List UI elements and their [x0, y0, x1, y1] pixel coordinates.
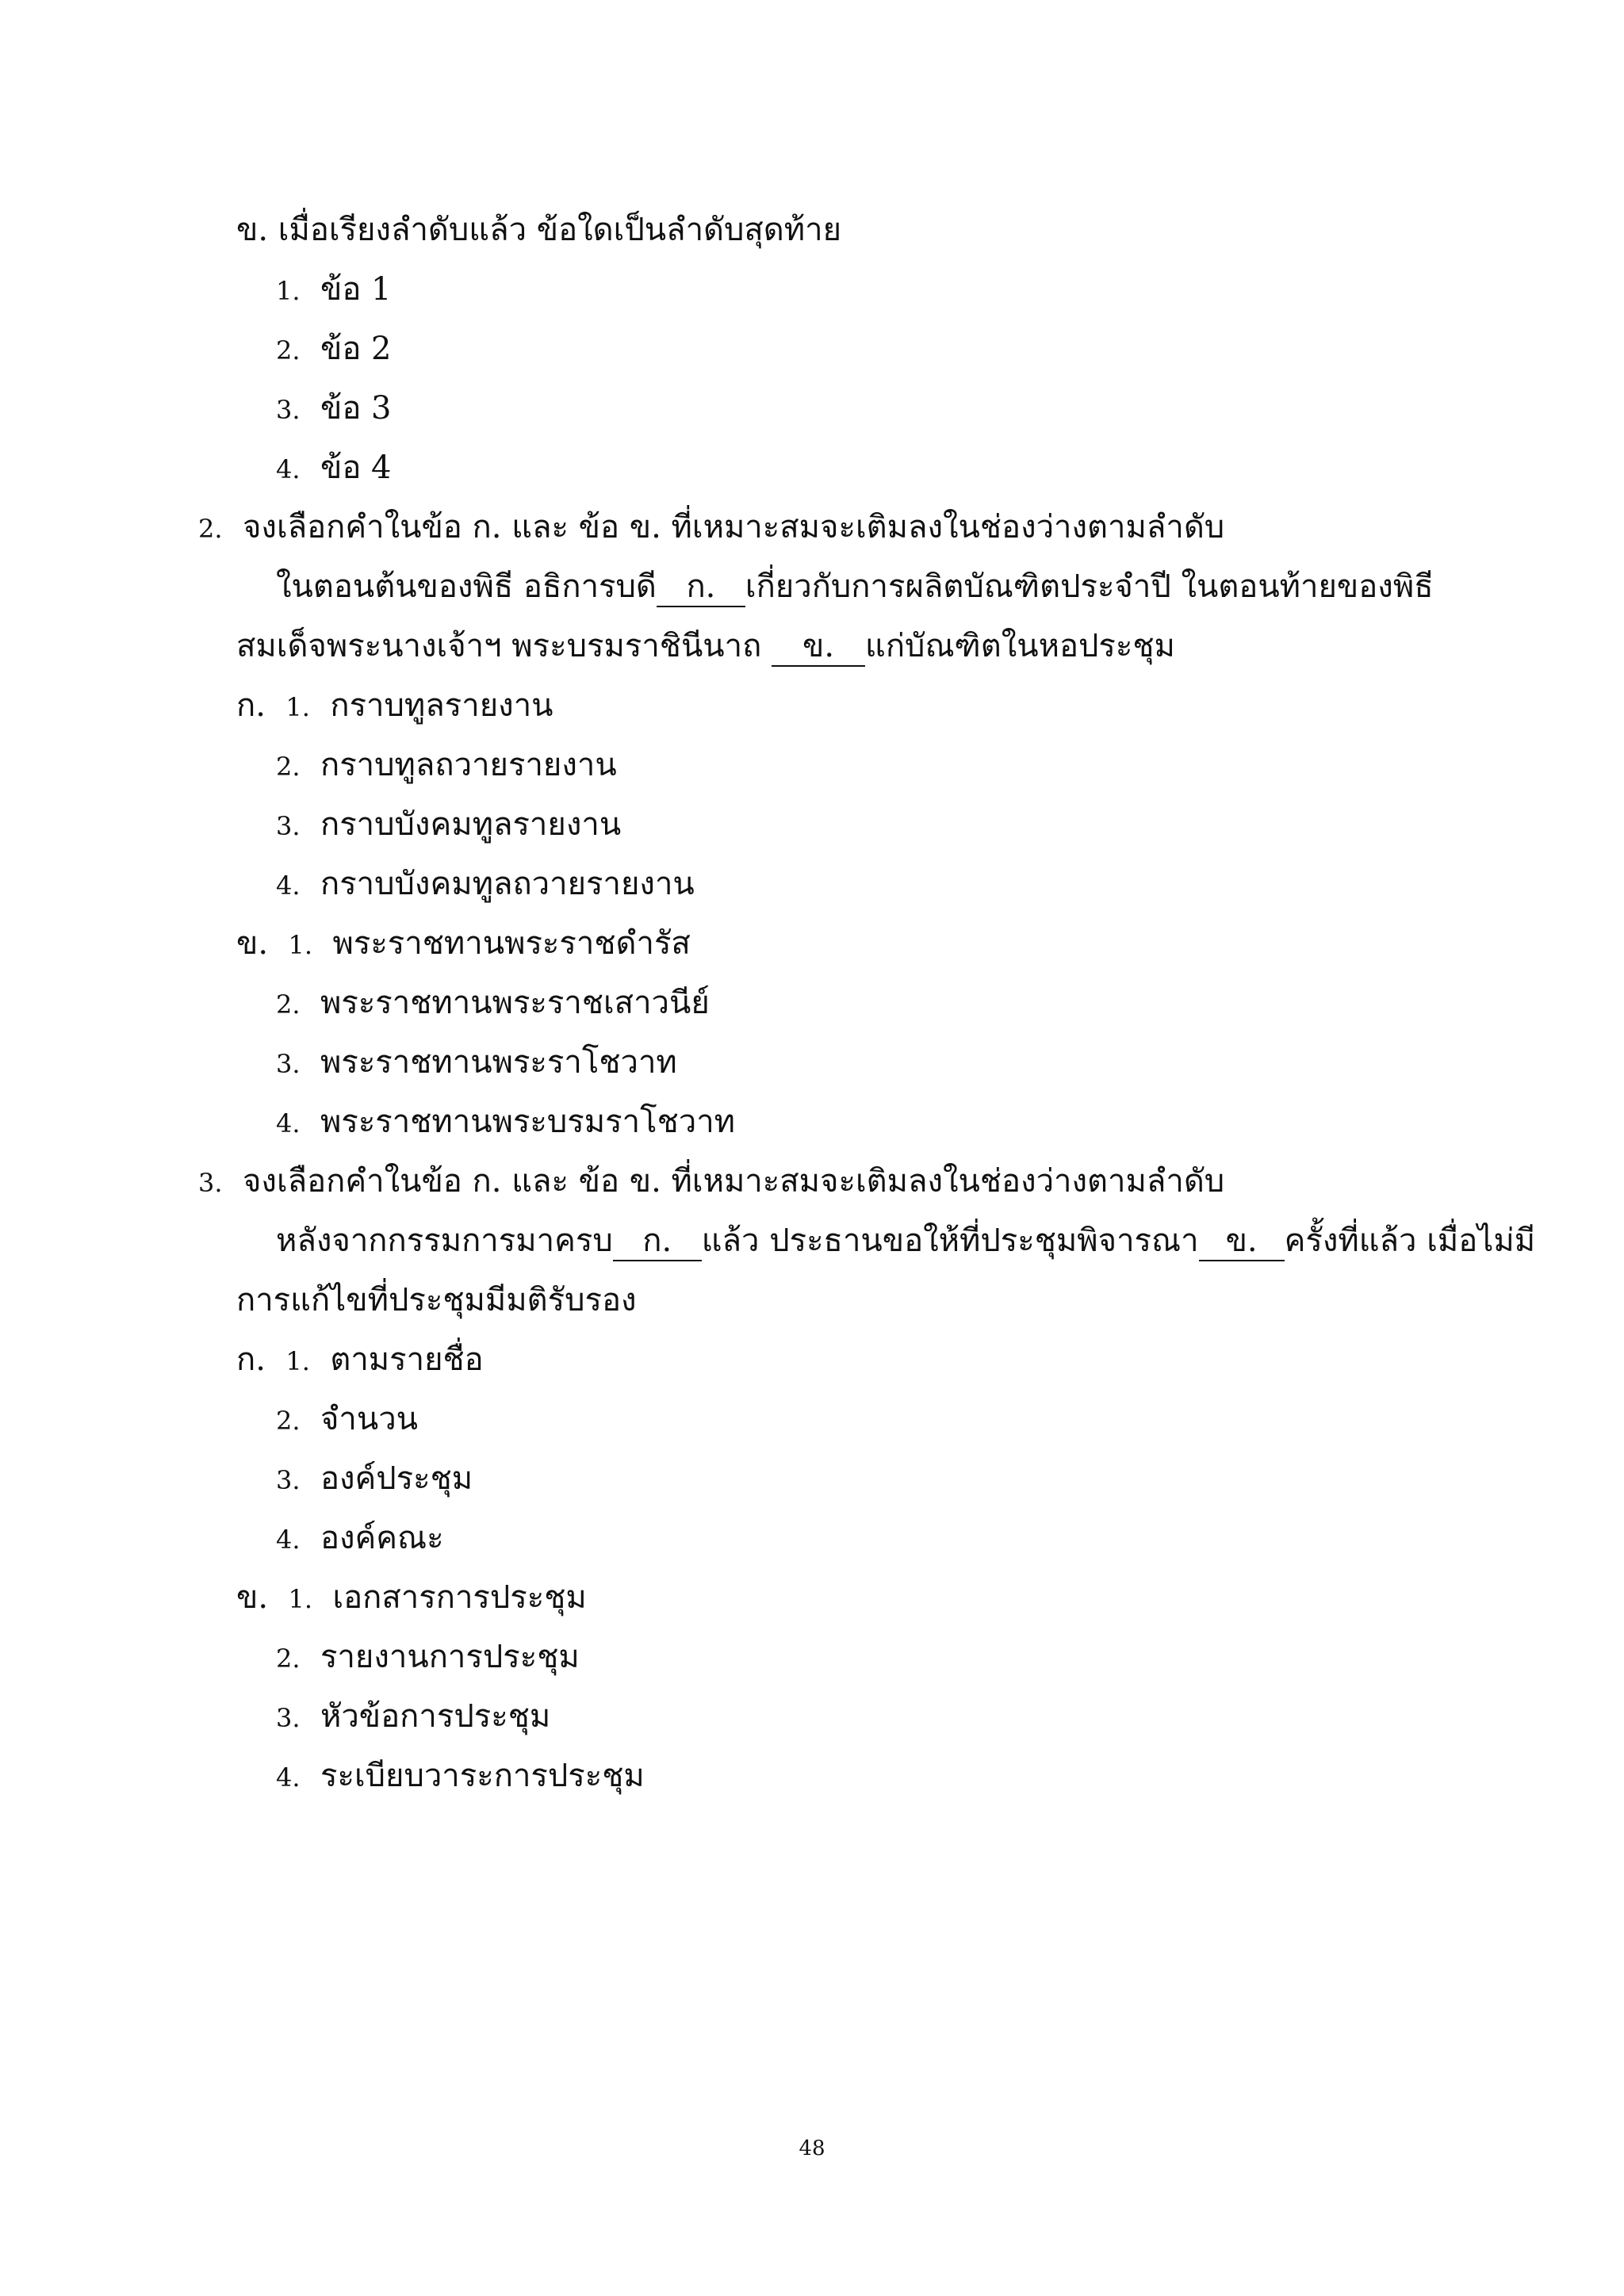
- option-number: 1.: [285, 1346, 310, 1376]
- q2-group-a-option-1: [236, 683, 553, 729]
- option-text: ข้อ 4: [320, 450, 392, 486]
- option-text: ตามรายชื่อ: [330, 1341, 484, 1378]
- passage-text: แก่บัณฑิตในหอประชุม: [865, 628, 1175, 664]
- option-number: 2.: [276, 1644, 301, 1674]
- q1b-option-3: [276, 386, 392, 432]
- q3-group-a-option-4: [276, 1516, 444, 1562]
- option-number: 2.: [276, 335, 301, 365]
- option-number: 2.: [276, 989, 301, 1020]
- passage-text: สมเด็จพระนางเจ้าฯ พระบรมราชินีนาถ: [236, 628, 772, 664]
- option-number: 1.: [288, 1584, 313, 1614]
- option-number: 1.: [285, 692, 310, 722]
- q1b-option-2: [276, 327, 392, 373]
- question-3-passage-line-2: การแก้ไขที่ประชุมมีมติรับรอง: [236, 1282, 637, 1318]
- blank-b: ข.: [1199, 1222, 1285, 1261]
- option-text: จำนวน: [320, 1401, 419, 1437]
- q3-group-a-option-2: [276, 1397, 418, 1443]
- option-text: กราบบังคมทูลถวายรายงาน: [320, 866, 695, 902]
- page-number: 48: [799, 2137, 825, 2160]
- q2-group-b-option-3: [276, 1040, 677, 1086]
- option-number: 2.: [276, 752, 301, 782]
- question-number: 3.: [198, 1168, 223, 1198]
- option-text: เอกสารการประชุม: [332, 1579, 587, 1616]
- q1b-option-1: [276, 267, 392, 313]
- q1b-option-4: [276, 446, 392, 492]
- option-text: พระราชทานพระราชดำรัส: [332, 925, 691, 962]
- option-text: กราบบังคมทูลรายงาน: [320, 806, 622, 843]
- option-text: พระราชทานพระราชเสาวนีย์: [320, 985, 710, 1021]
- blank-a: ก.: [657, 568, 745, 607]
- option-text: กราบทูลรายงาน: [330, 687, 553, 724]
- q2-group-b-option-2: [276, 981, 710, 1027]
- option-text: ข้อ 3: [320, 390, 392, 427]
- option-number: 3.: [276, 1703, 301, 1733]
- option-number: 2.: [276, 1406, 301, 1436]
- option-number: 1.: [288, 930, 313, 960]
- passage-text: ในตอนต้นของพิธี อธิการบดี: [276, 568, 657, 605]
- option-number: 3.: [276, 1049, 301, 1079]
- q3-group-b-option-2: [276, 1635, 580, 1681]
- group-label: ก.: [236, 687, 266, 724]
- option-number: 3.: [276, 1465, 301, 1495]
- q3-group-b-option-3: [276, 1694, 550, 1740]
- option-number: 4.: [276, 1525, 301, 1555]
- question-2-passage-line-2: [236, 624, 1175, 668]
- question-3-passage-line-1: [276, 1219, 1535, 1263]
- option-number: 4.: [276, 1762, 301, 1793]
- group-label: ข.: [236, 1579, 269, 1616]
- instruction-text: จงเลือกคำในข้อ ก. และ ข้อ ข. ที่เหมาะสมจะเติมลงในช่องว่างตามลำดับ: [242, 509, 1225, 545]
- option-text: พระราชทานพระราโชวาท: [320, 1044, 677, 1081]
- q3-group-a-option-3: [276, 1456, 473, 1502]
- blank-b: ข.: [772, 627, 865, 667]
- instruction-text: จงเลือกคำในข้อ ก. และ ข้อ ข. ที่เหมาะสมจะเติมลงในช่องว่างตามลำดับ: [242, 1163, 1225, 1200]
- q2-group-a-option-2: [276, 743, 617, 789]
- option-text: ข้อ 1: [320, 271, 392, 308]
- passage-text: หลังจากกรรมการมาครบ: [276, 1223, 613, 1259]
- option-text: ข้อ 2: [320, 331, 392, 367]
- option-number: 4.: [276, 1108, 301, 1138]
- option-text: องค์คณะ: [320, 1520, 444, 1556]
- group-label: ข.: [236, 925, 269, 962]
- question-2-instruction: [198, 505, 1224, 551]
- option-text: องค์ประชุม: [320, 1460, 473, 1497]
- option-text: ระเบียบวาระการประชุม: [320, 1758, 645, 1794]
- option-number: 4.: [276, 871, 301, 901]
- option-text: กราบทูลถวายรายงาน: [320, 747, 617, 783]
- question-1b-header: ข. เมื่อเรียงลำดับแล้ว ข้อใดเป็นลำดับสุดท้าย: [236, 212, 842, 248]
- q2-group-b-option-4: [276, 1100, 735, 1146]
- option-text: รายงานการประชุม: [320, 1639, 580, 1675]
- question-2-passage-line-1: [276, 564, 1434, 609]
- group-label: ก.: [236, 1341, 266, 1378]
- option-number: 1.: [276, 276, 301, 306]
- option-text: พระราชทานพระบรมราโชวาท: [320, 1104, 736, 1140]
- option-number: 3.: [276, 395, 301, 425]
- q3-group-b-option-1: [236, 1575, 587, 1621]
- q2-group-a-option-3: [276, 802, 621, 848]
- passage-text: ครั้งที่แล้ว เมื่อไม่มี: [1284, 1223, 1536, 1259]
- q3-group-b-option-4: [276, 1754, 645, 1800]
- q3-group-a-option-1: [236, 1337, 484, 1383]
- passage-text: แล้ว ประธานขอให้ที่ประชุมพิจารณา: [701, 1223, 1199, 1259]
- option-number: 4.: [276, 454, 301, 484]
- question-number: 2.: [198, 514, 223, 544]
- option-text: หัวข้อการประชุม: [320, 1698, 551, 1735]
- option-number: 3.: [276, 811, 301, 841]
- question-3-instruction: [198, 1159, 1224, 1205]
- q2-group-b-option-1: [236, 921, 691, 967]
- q2-group-a-option-4: [276, 862, 695, 908]
- blank-a: ก.: [613, 1222, 702, 1261]
- passage-text: เกี่ยวกับการผลิตบัณฑิตประจำปี ในตอนท้ายของพิธี: [745, 568, 1434, 605]
